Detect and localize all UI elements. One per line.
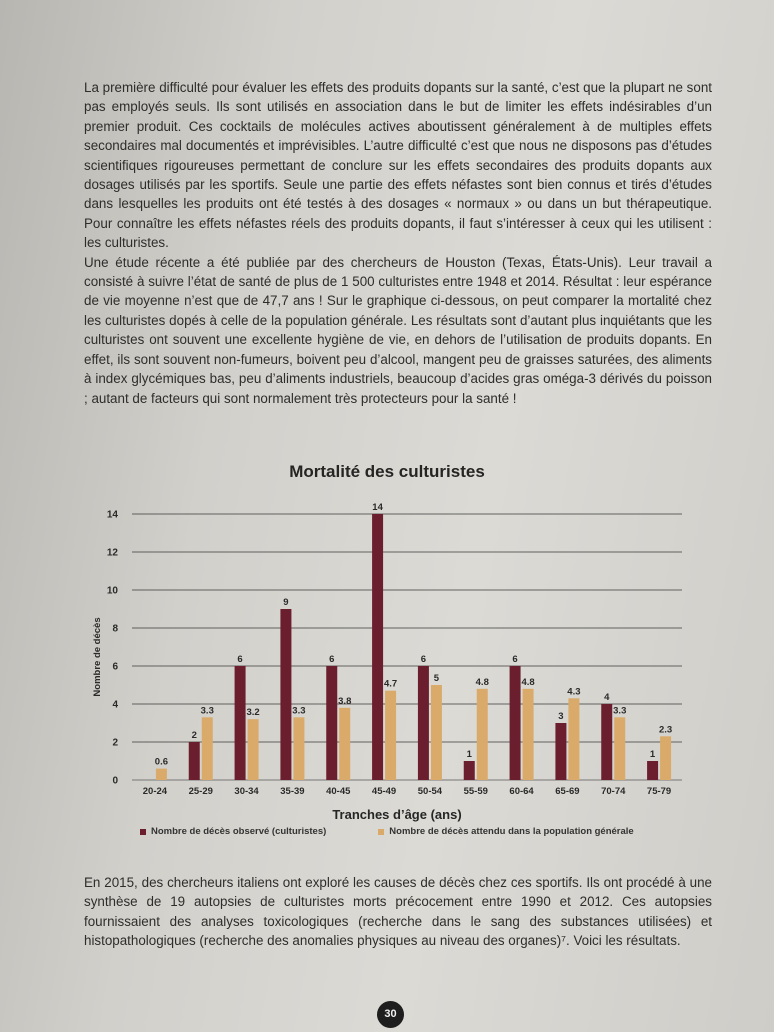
bar-observed — [601, 704, 612, 780]
data-label: 4.3 — [567, 686, 581, 698]
bar-observed — [189, 742, 200, 780]
chart-title: Mortalité des culturistes — [289, 462, 485, 481]
data-label: 4 — [604, 692, 610, 703]
data-label: 3.2 — [246, 707, 260, 719]
bar-expected — [568, 698, 579, 780]
paragraph-3: En 2015, des chercheurs italiens ont exploré les causes de décès chez ces sportifs. Ils ont procédé à une synthèse de 19 autopsies de culturistes morts précocement entre 1990 et 2012. Ces autopsies fournissaient des analyses toxicologiques (recherche dans le sang des substances utilisées) et histopathologiques (recherche des anomalies physiques au niveau des organes)⁷. Voici les résultats. — [84, 875, 712, 949]
bar-observed — [464, 761, 475, 780]
legend-label-expected: Nombre de décès attendu dans la population générale — [389, 826, 634, 837]
x-tick-label: 60-64 — [509, 786, 534, 797]
x-tick-label: 20-24 — [142, 786, 168, 797]
y-tick-label: 10 — [106, 585, 118, 597]
chart-legend — [140, 826, 700, 837]
bar-chart — [90, 495, 690, 845]
y-tick-label: 6 — [112, 661, 118, 673]
y-tick-label: 2 — [112, 737, 118, 749]
data-label: 6 — [329, 654, 335, 665]
data-label: 4.8 — [521, 676, 535, 688]
legend-item-observed — [140, 826, 326, 837]
legend-swatch-expected — [378, 829, 384, 835]
x-tick-label: 70-74 — [601, 786, 626, 797]
bar-expected — [156, 769, 167, 780]
bar-expected — [431, 685, 442, 780]
data-label: 3.3 — [613, 705, 627, 717]
data-label: 3.8 — [338, 695, 352, 707]
data-label: 0.6 — [154, 756, 169, 768]
x-tick-label: 40-45 — [326, 786, 351, 797]
bar-expected — [523, 689, 534, 780]
data-label: 2 — [191, 730, 197, 741]
bar-observed — [235, 666, 246, 780]
y-tick-label: 4 — [112, 699, 118, 711]
data-label: 3.3 — [292, 705, 306, 717]
x-tick-label: 25-29 — [188, 786, 213, 797]
data-label: 4.8 — [475, 676, 489, 688]
data-label: 1 — [466, 749, 472, 760]
data-label: 4.7 — [383, 678, 398, 690]
data-label: 14 — [372, 502, 383, 513]
bar-expected — [660, 736, 671, 780]
bar-observed — [418, 666, 429, 780]
bar-observed — [510, 666, 521, 780]
bar-expected — [385, 691, 396, 780]
y-tick-label: 8 — [112, 623, 118, 635]
data-label: 1 — [649, 749, 656, 760]
intro-text — [84, 78, 712, 408]
legend-label-observed: Nombre de décès observé (culturistes) — [151, 826, 327, 837]
x-tick-label: 50-54 — [417, 786, 443, 797]
bar-expected — [202, 717, 213, 780]
data-label: 3 — [558, 711, 564, 722]
y-tick-label: 0 — [112, 775, 118, 787]
paragraph-1: La première difficulté pour évaluer les effets des produits dopants sur la santé, c’est que la plupart ne sont pas employés seuls. Ils sont utilisés en association dans le but de limiter les effets indésirables d’un premier produit. Ces cocktails de molécules actives aboutissent généralement à de multiples effets secondaires mal documentés et imprévisibles. L’autre difficulté c’est que nous ne disposons pas d’études scientifiques rigoureuses permettant de conclure sur les effets secondaires des produits dopants aux dosages utilisés par les sportifs. Seule une partie des effets néfastes sont bien connus et tirés d’études dans lesquelles les produits ont été testés à des dosages « normaux » ou dans un but thérapeutique. Pour connaître les effets néfastes réels des produits dopants, il faut s’intéresser à ceux qui les utilisent : les culturistes. — [84, 80, 712, 251]
bar-expected — [477, 689, 488, 780]
x-axis-label: Tranches d’âge (ans) — [332, 807, 462, 822]
data-label: 3.3 — [200, 705, 214, 717]
data-label: 6 — [512, 654, 518, 665]
x-tick-label: 35-39 — [280, 786, 305, 797]
data-label: 6 — [237, 654, 243, 665]
data-label: 6 — [420, 654, 427, 665]
bar-observed — [372, 514, 383, 780]
conclusion-text — [84, 873, 712, 951]
legend-item-expected — [378, 826, 633, 837]
page-number: 30 — [377, 1001, 404, 1028]
paragraph-2: Une étude récente a été publiée par des chercheurs de Houston (Texas, États-Unis). Leur travail a consisté à suivre l’état de santé de plus de 1 500 culturistes entre 1948 et 2014. Résultat : leur espérance de vie moyenne n’est que de 47,7 ans ! Sur le graphique ci-dessous, on peut comparer la mortalité chez les culturistes dopés à celle de la population générale. Les résultats sont d’autant plus inquiétants que les culturistes ont souvent une excellente hygiène de vie, en dehors de l’utilisation de produits dopants. En effet, ils sont souvent non-fumeurs, boivent peu d’alcool, mangent peu de graisses saturées, des aliments à index glycémiques bas, peu d’aliments industriels, beaucoup d’acides gras oméga-3 dérivés du poisson ; autant de facteurs qui sont normalement très protecteurs pour la santé ! — [84, 254, 712, 406]
bar-observed — [280, 609, 291, 780]
bar-observed — [647, 761, 658, 780]
x-tick-label: 30-34 — [234, 786, 259, 797]
bar-expected — [248, 719, 259, 780]
x-tick-label: 45-49 — [371, 786, 397, 797]
y-tick-label: 12 — [106, 547, 118, 559]
data-label: 2.3 — [658, 724, 673, 736]
x-tick-label: 55-59 — [463, 786, 488, 797]
x-tick-label: 75-79 — [646, 786, 672, 797]
bar-observed — [326, 666, 337, 780]
y-axis-label: Nombre de décès — [92, 617, 103, 697]
data-label: 5 — [433, 673, 440, 684]
data-label: 9 — [283, 597, 289, 608]
x-tick-label: 65-69 — [555, 786, 580, 797]
legend-swatch-observed — [140, 829, 146, 835]
y-tick-label: 14 — [106, 509, 118, 521]
bar-observed — [555, 723, 566, 780]
bar-expected — [293, 717, 304, 780]
bar-expected — [339, 708, 350, 780]
bar-expected — [614, 717, 625, 780]
chart-svg — [90, 495, 690, 845]
